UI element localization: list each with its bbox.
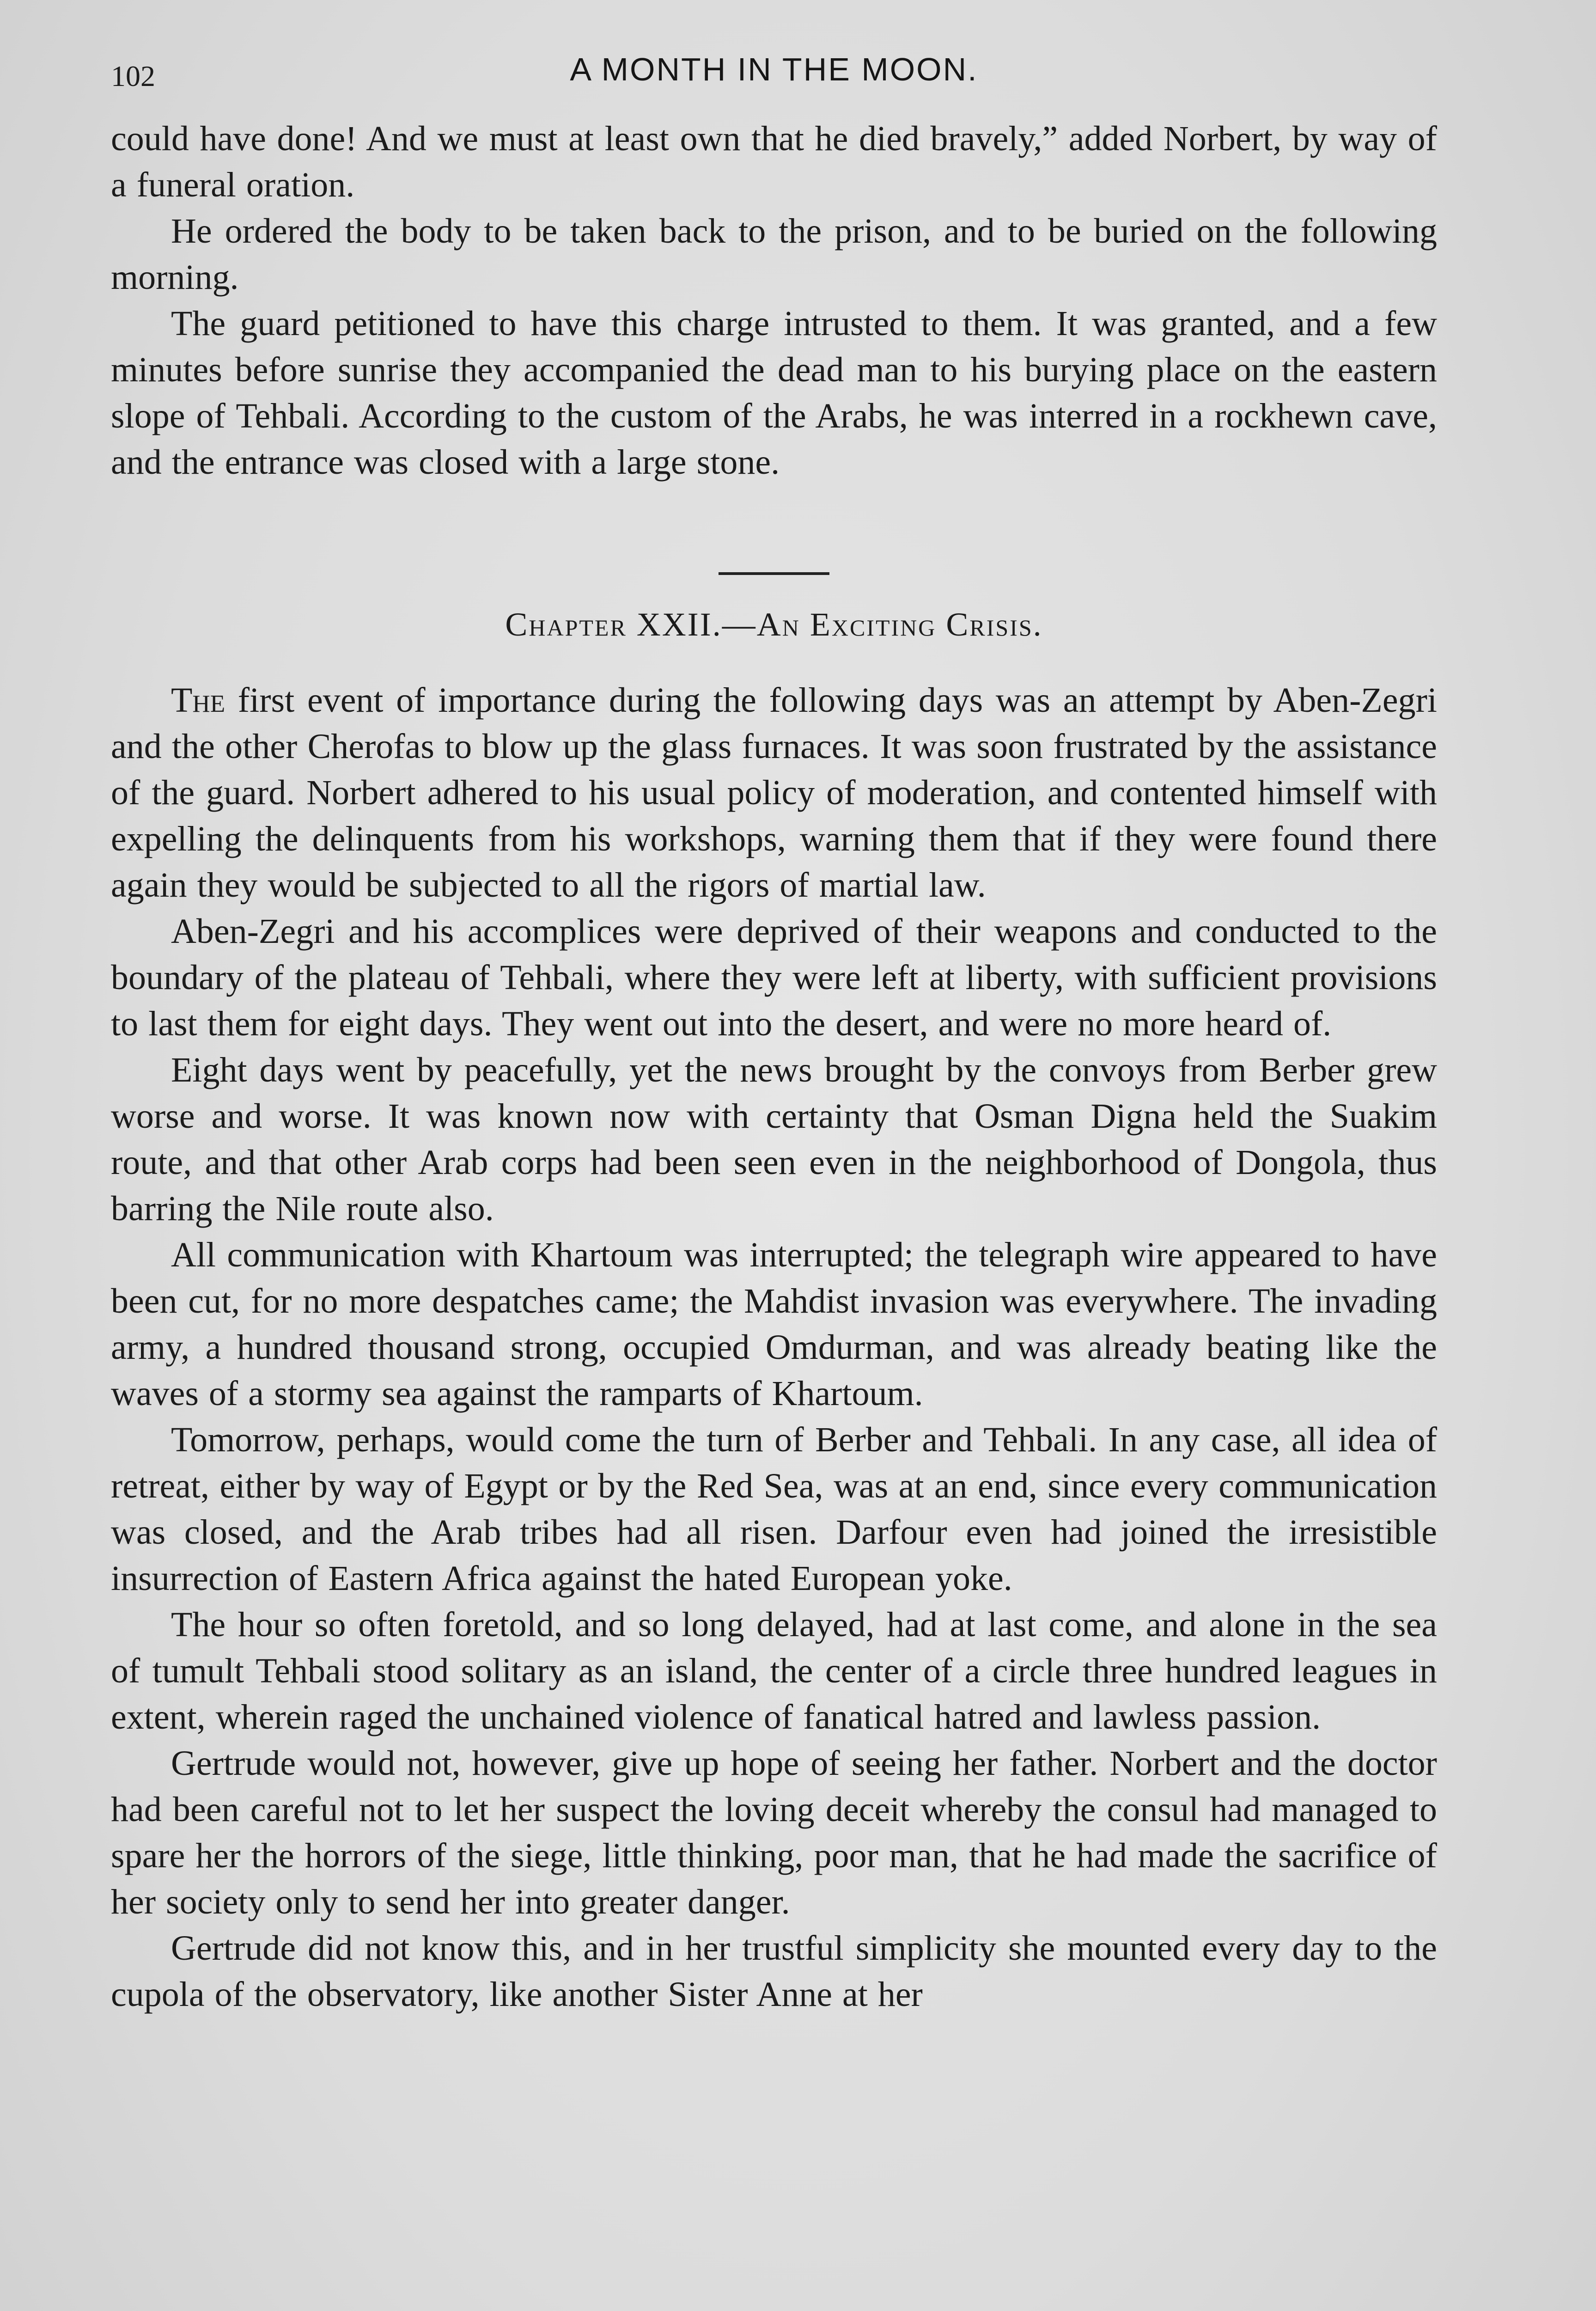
page-header <box>111 51 1437 102</box>
paragraph-text: first event of importance during the following days was an attempt by Aben-Zegri and the other Cherofas to blow up the glass furnaces. It was soon frustrated by the assistance of the guard. Norbert adhered to his usual policy of moderation, and contented himself with expelling the delinquents from his workshops, warning them that if they were found there again they would be subjected to all the rigors of martial law. <box>111 681 1437 905</box>
paragraph: Tomorrow, perhaps, would come the turn of Berber and Tehbali. In any case, all idea of retreat, either by way of Egypt or by the Red Sea, was at an end, since every communication was closed, and the Arab tribes had all risen. Darfour even had joined the irresistible insurrection of Eastern Africa against the hated European yoke. <box>111 1420 1437 1598</box>
paragraph: The hour so often foretold, and so long delayed, had at last come, and alone in the sea of tumult Tehbali stood solitary as an island, the center of a circle three hundred leagues in extent, wherein raged the unchained violence of fanatical hatred and lawless passion. <box>111 1605 1437 1736</box>
paragraph: Eight days went by peacefully, yet the news brought by the convoys from Berber grew worse and worse. It was known now with certainty that Osman Digna held the Suakim route, and that other Arab corps had been seen even in the neighborhood of Dongola, thus barring the Nile route also. <box>111 1051 1437 1228</box>
paragraph: All communication with Khartoum was interrupted; the telegraph wire appeared to have been cut, for no more despatches came; the Mahdist invasion was everywhere. The invading army, a hundred thousand strong, occupied Omdurman, and was already beating like the waves of a stormy sea against the ramparts of Khartoum. <box>111 1235 1437 1413</box>
paragraph: The guard petitioned to have this charge intrusted to them. It was granted, and a few minutes before sunrise they accompanied the dead man to his burying place on the eastern slope of Tehbali. According to the custom of the Arabs, he was interred in a rockhewn cave, and the entrance was closed with a large stone. <box>111 304 1437 482</box>
paragraph: Gertrude would not, however, give up hope of seeing her father. Norbert and the doctor had been careful not to let her suspect the loving deceit whereby the consul had managed to spare her the horrors of the siege, little thinking, poor man, that he had made the sacrifice of her society only to send her into greater danger. <box>111 1744 1437 1921</box>
chapter-text <box>111 677 1437 2018</box>
paragraph: He ordered the body to be taken back to the prison, and to be buried on the following morning. <box>111 212 1437 297</box>
page-number: 102 <box>111 60 155 92</box>
chapter-heading: Chapter XXII.—An Exciting Crisis. <box>505 606 1043 643</box>
section-divider <box>719 572 829 575</box>
paragraph: could have done! And we must at least own that he died bravely,” added Norbert, by way of a funeral oration. <box>111 119 1437 204</box>
paragraph: Gertrude did not know this, and in her trustful simplicity she mounted every day to the cupola of the observatory, like another Sister Anne at her <box>111 1929 1437 2014</box>
paragraph <box>111 677 1437 908</box>
opening-text <box>111 116 1437 485</box>
running-title: A MONTH IN THE MOON. <box>570 51 978 87</box>
lead-word: The <box>171 681 225 720</box>
paragraph: Aben-Zegri and his accomplices were deprived of their weapons and conducted to the boundary of the plateau of Tehbali, where they were left at liberty, with sufficient provisions to last them for eight days. They went out into the desert, and were no more heard of. <box>111 912 1437 1043</box>
